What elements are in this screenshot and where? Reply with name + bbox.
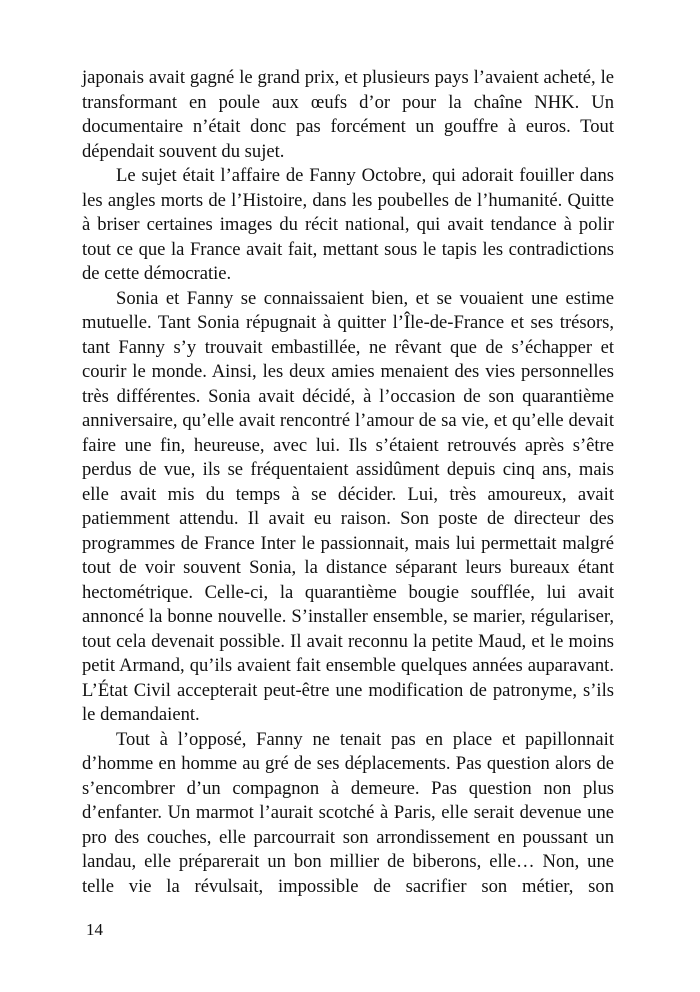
page-number: 14 xyxy=(86,920,103,939)
paragraph-3: Sonia et Fanny se connaissaient bien, et se vouaient une estime mutuelle. Tant Sonia répugnait à quitter l’Île-de-France et ses trésors, tant Fanny s’y trouvait embastillée, ne rêvant que de s’échapper et courir le monde. Ainsi, les deux amies menaient des vies personnelles très différentes. Sonia avait décidé, à l’occasion de son quarantième anniversaire, qu’elle avait rencontré l’amour de sa vie, et qu’elle devait faire une fin, heureuse, avec lui. Ils s’étaient retrouvés après s’être perdus de vue, ils se fréquentaient assidûment depuis cinq ans, mais elle avait mis du temps à se décider. Lui, très amoureux, avait patiemment attendu. Il avait eu raison. Son poste de directeur des programmes de France Inter le passionnait, mais lui permettait malgré tout de voir souvent Sonia, la distance séparant leurs bureaux étant hectométrique. Celle-ci, la quarantième bougie soufflée, lui avait annoncé la bonne nouvelle. S’installer ensemble, se marier, régulariser, tout cela devenait possible. Il avait reconnu la petite Maud, et le moins petit Armand, qu’ils avaient fait ensemble quelques années auparavant. L’État Civil accepterait peut-être une modification de patronyme, s’ils le demandaient. xyxy=(82,287,614,725)
paragraph-4: Tout à l’opposé, Fanny ne tenait pas en place et papillonnait d’homme en homme au gré de ses déplacements. Pas question alors de s’encombrer d’un compagnon à demeure. Pas question non plus d’enfanter. Un marmot l’aurait scotché à Paris, elle serait devenue une pro des couches, elle parcourrait son arrondissement en poussant un landau, elle préparerait un bon millier de biberons, elle… Non, une telle vie la révulsait, impossible de sacrifier son métier, son xyxy=(82,728,614,897)
paragraph-1: japonais avait gagné le grand prix, et plusieurs pays l’avaient acheté, le transformant en poule aux œufs d’or pour la chaîne NHK. Un documentaire n’était donc pas forcément un gouffre à euros. Tout dépendait souvent du sujet. xyxy=(82,67,614,162)
paragraph-2: Le sujet était l’affaire de Fanny Octobre, qui adorait fouiller dans les angles morts de l’Histoire, dans les poubelles de l’humanité. Quitte à briser certaines images du récit national, qui avait tendance à polir tout ce que la France avait fait, mettant sous le tapis les contradictions de cette démocratie. xyxy=(82,165,614,284)
body-text xyxy=(82,66,614,899)
